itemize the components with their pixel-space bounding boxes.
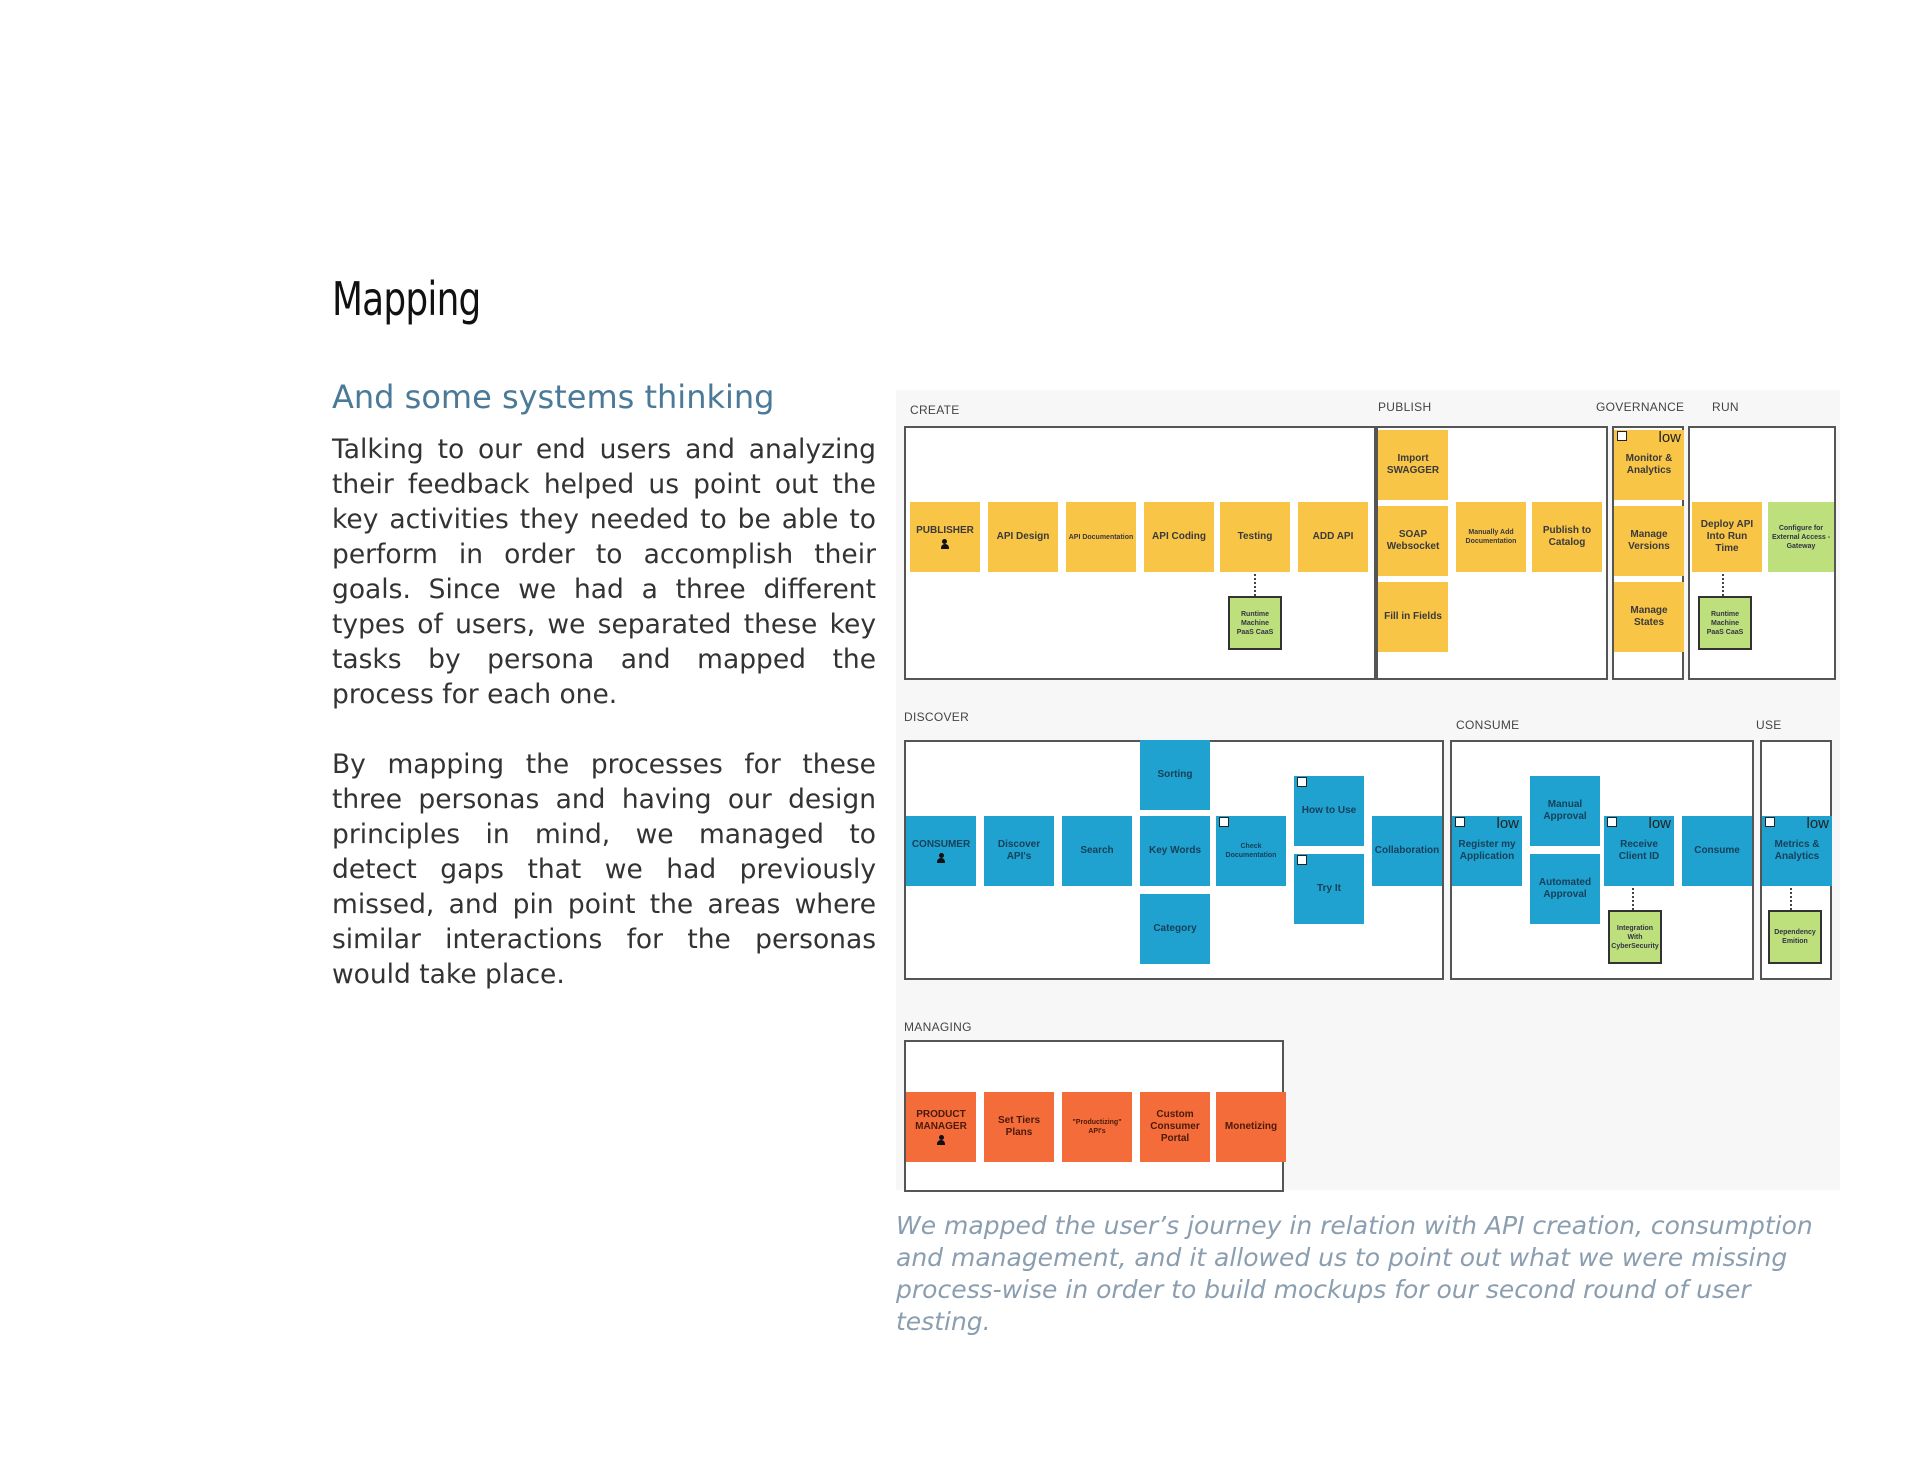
- note-text: Metrics & Analytics: [1774, 839, 1820, 862]
- connector-dots: [1790, 888, 1794, 910]
- label-use: USE: [1756, 718, 1782, 732]
- label-managing: MANAGING: [904, 1020, 972, 1034]
- note-runtime-run: Runtime Machine PaaS CaaS: [1698, 596, 1752, 650]
- note-text: CONSUMER: [911, 839, 971, 850]
- figure-caption: We mapped the user’s journey in relation with API creation, consumption and management, and it allowed us to point out what we were missing process-wise in order to build mockups for our second round of user testing.: [896, 1211, 1813, 1336]
- note-manage-versions: Manage Versions: [1614, 506, 1684, 576]
- note-metrics: [1762, 816, 1832, 886]
- label-governance: GOVERNANCE: [1596, 400, 1685, 414]
- note-register: [1452, 816, 1522, 886]
- person-icon: [937, 853, 945, 863]
- body-text: [332, 432, 876, 1027]
- label-consume: CONSUME: [1456, 718, 1520, 732]
- note-text: Check Documentation: [1225, 843, 1277, 859]
- note-runtime-create: Runtime Machine PaaS CaaS: [1228, 596, 1282, 650]
- tag-icon: [1455, 817, 1465, 827]
- label-run: RUN: [1712, 400, 1739, 414]
- note-fill-fields: Fill in Fields: [1378, 582, 1448, 652]
- note-configure: Configure for External Access - Gateway: [1768, 502, 1834, 572]
- note-api-documentation: API Documentation: [1066, 502, 1136, 572]
- tag-icon: [1617, 431, 1627, 441]
- note-automated-approval: Automated Approval: [1530, 854, 1600, 924]
- note-discover-apis: Discover API's: [984, 816, 1054, 886]
- note-api-coding: API Coding: [1144, 502, 1214, 572]
- tag-icon: [1765, 817, 1775, 827]
- note-check-doc: [1216, 816, 1286, 886]
- note-key-words: Key Words: [1140, 816, 1210, 886]
- paragraph-2: By mapping the processes for these three personas and having our design principles in mind, we managed to detect gaps that we had previously missed, and pin point the areas where similar interactions for the personas would take place.: [332, 749, 876, 990]
- note-text: PRODUCT MANAGER: [915, 1109, 967, 1132]
- note-text: Monitor & Analytics: [1625, 453, 1673, 476]
- note-text: Register my Application: [1458, 839, 1516, 862]
- note-text: Receive Client ID: [1618, 839, 1660, 862]
- note-try-it: [1294, 854, 1364, 924]
- note-manual-approval: Manual Approval: [1530, 776, 1600, 846]
- note-api-design: API Design: [988, 502, 1058, 572]
- note-set-tiers: Set Tiers Plans: [984, 1092, 1054, 1162]
- note-text: PUBLISHER: [916, 525, 974, 536]
- note-text: How to Use: [1301, 805, 1357, 816]
- note-receive-client: [1604, 816, 1674, 886]
- tag-icon: [1219, 817, 1229, 827]
- low-label: low: [1648, 815, 1671, 832]
- note-add-api: ADD API: [1298, 502, 1368, 572]
- note-testing: Testing: [1220, 502, 1290, 572]
- note-soap-websocket: SOAP Websocket: [1378, 506, 1448, 576]
- tag-icon: [1297, 777, 1307, 787]
- note-product-manager: [906, 1092, 976, 1162]
- low-label: low: [1496, 815, 1519, 832]
- note-monetizing: Monetizing: [1216, 1092, 1286, 1162]
- person-icon: [937, 1135, 945, 1145]
- tag-icon: [1607, 817, 1617, 827]
- note-category: Category: [1140, 894, 1210, 964]
- label-create: CREATE: [910, 403, 960, 417]
- note-dependency: Dependency Emition: [1768, 910, 1822, 964]
- note-manually-add: Manually Add Documentation: [1456, 502, 1526, 572]
- note-consumer: [906, 816, 976, 886]
- connector-dots: [1632, 888, 1636, 910]
- journey-map: [896, 390, 1840, 1190]
- note-custom-portal: Custom Consumer Portal: [1140, 1092, 1210, 1162]
- note-integration: Integration With CyberSecurity: [1608, 910, 1662, 964]
- note-deploy: Deploy API Into Run Time: [1692, 502, 1762, 572]
- note-publish-catalog: Publish to Catalog: [1532, 502, 1602, 572]
- note-import-swagger: Import SWAGGER: [1378, 430, 1448, 500]
- note-how-to-use: [1294, 776, 1364, 846]
- label-publish: PUBLISH: [1378, 400, 1432, 414]
- person-icon: [941, 539, 949, 549]
- note-productizing: "Productizing" API's: [1062, 1092, 1132, 1162]
- paragraph-1: Talking to our end users and analyzing their feedback helped us point out the key activities they needed to be able to perform in order to accomplish their goals. Since we had a three different types of users, we separated these key tasks by persona and mapped the process for each one.: [332, 434, 876, 710]
- low-label: low: [1658, 429, 1681, 446]
- note-search: Search: [1062, 816, 1132, 886]
- label-discover: DISCOVER: [904, 710, 970, 724]
- note-sorting: Sorting: [1140, 740, 1210, 810]
- page-subtitle: And some systems thinking: [332, 378, 775, 416]
- note-manage-states: Manage States: [1614, 582, 1684, 652]
- note-text: Try It: [1317, 883, 1341, 894]
- low-label: low: [1806, 815, 1829, 832]
- connector-dots: [1254, 574, 1258, 596]
- note-publisher: [910, 502, 980, 572]
- note-monitor: [1614, 430, 1684, 500]
- connector-dots: [1722, 574, 1726, 596]
- tag-icon: [1297, 855, 1307, 865]
- page-title: Mapping: [332, 272, 481, 326]
- note-consume: Consume: [1682, 816, 1752, 886]
- note-collaboration: Collaboration: [1372, 816, 1442, 886]
